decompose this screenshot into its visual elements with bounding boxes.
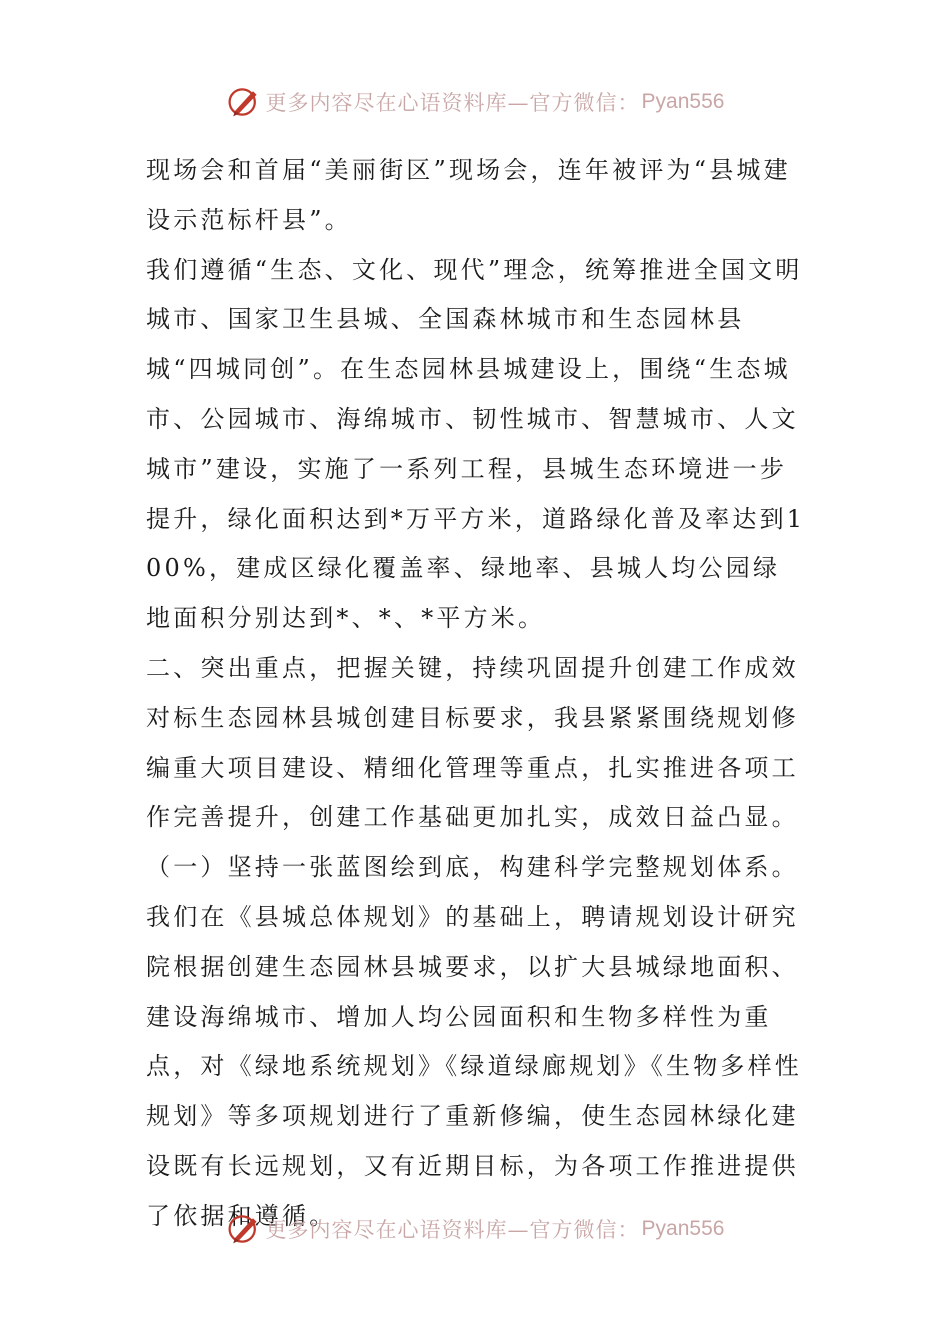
document-body: [146, 146, 806, 1242]
footer-banner: [0, 1209, 950, 1249]
header-banner: [0, 82, 950, 122]
pen-logo-icon: [226, 1211, 262, 1247]
banner-wechat-id: Pyan556: [641, 90, 725, 113]
paragraph: 现场会和首届“美丽街区”现场会，连年被评为“县城建设示范标杆县”。: [146, 156, 791, 234]
banner-wechat-id: Pyan556: [641, 1217, 725, 1240]
paragraph: 我们遵循“生态、文化、现代”理念，统筹推进全国文明城市、国家卫生县城、全国森林城市和生态园林县城“四城同创”。在生态园林县城建设上，围绕“生态城市、公园城市、海绵城市、韧性城市、智慧城市、人文城市”建设，实施了一系列工程，县城生态环境进一步提升，绿化面积达到*万平方米，道路绿化普及率达到100%，建成区绿化覆盖率、绿地率、县城人均公园绿地面积分别达到*、*、*平方米。: [146, 255, 806, 633]
banner-text: 更多内容尽在心语资料库—官方微信：: [265, 1218, 640, 1242]
paragraph: （一）坚持一张蓝图绘到底，构建科学完整规划体系。我们在《县城总体规划》的基础上，聘请规划设计研究院根据创建生态园林县城要求，以扩大县城绿地面积、建设海绵城市、增加人均公园面积和生物多样性为重点，对《绿地系统规划》《绿道绿廊规划》《生物多样性规划》等多项规划进行了重新修编，使生态园林绿化建设既有长远规划，又有近期目标，为各项工作推进提供了依据和遵循。: [146, 853, 802, 1230]
banner-text: 更多内容尽在心语资料库—官方微信：: [265, 91, 640, 115]
pen-logo-icon: [226, 84, 262, 120]
section-heading: 二、突出重点，把握关键，持续巩固提升创建工作成效: [146, 653, 799, 682]
paragraph: 对标生态园林县城创建目标要求，我县紧紧围绕规划修编重大项目建设、精细化管理等重点，扎实推进各项工作完善提升，创建工作基础更加扎实，成效日益凸显。: [146, 703, 799, 832]
